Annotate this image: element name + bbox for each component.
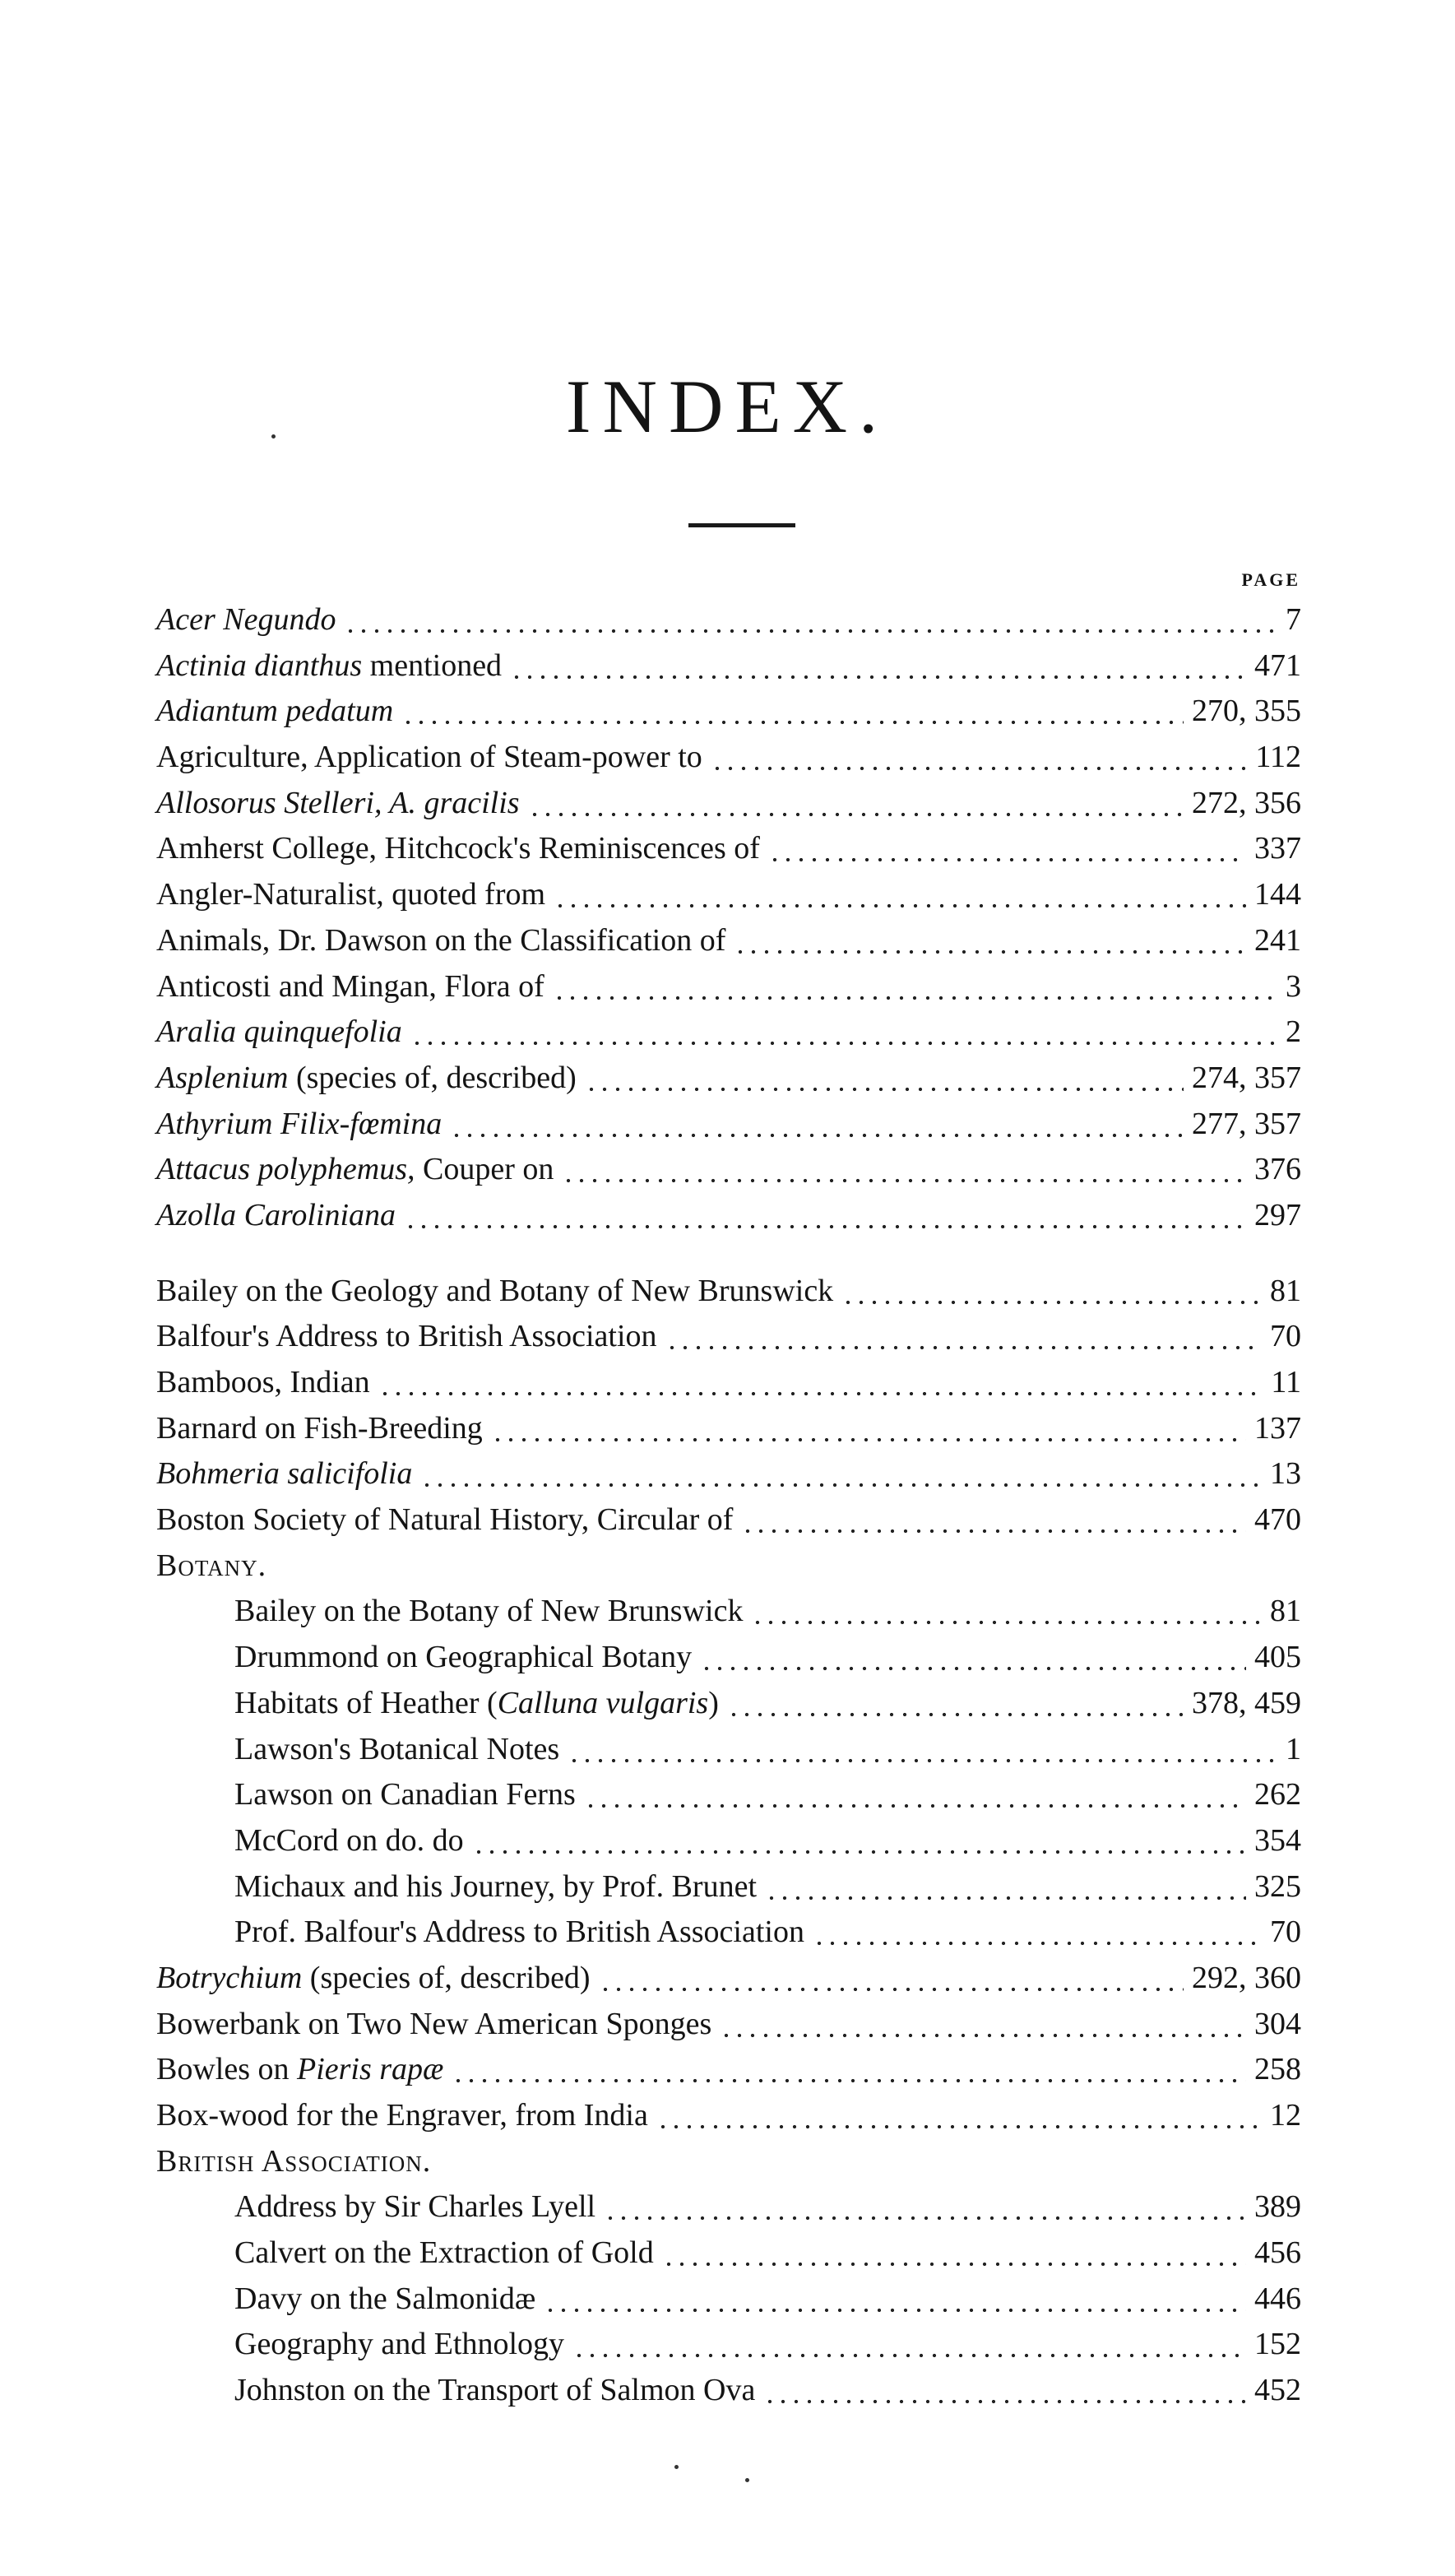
stray-mark (745, 2478, 749, 2482)
entry-text: Bohmeria salicifolia (156, 1456, 413, 1492)
dot-leader (768, 826, 1246, 872)
dot-leader (553, 964, 1277, 1010)
entry-label (234, 1681, 719, 1727)
dot-leader (734, 918, 1246, 964)
entry-page-number: 1 (1286, 1731, 1301, 1766)
dot-leader (344, 597, 1277, 643)
entry-label (234, 1589, 743, 1635)
index-entry (156, 2002, 1301, 2048)
entry-text: Prof. Balfour's Address to British Association (234, 1915, 804, 1950)
entry-page-number: 70 (1270, 1319, 1301, 1354)
index-entry (156, 1451, 1301, 1497)
entry-text: British Association. (156, 2143, 432, 2179)
dot-leader (700, 1635, 1246, 1681)
entry-text: Address by Sir Charles Lyell (234, 2189, 596, 2225)
entry-text: Bailey on the Geology and Botany of New Brunswick (156, 1273, 834, 1308)
entry-label (234, 1864, 757, 1910)
dot-leader (763, 2368, 1246, 2414)
dot-leader (450, 1102, 1184, 1148)
dot-leader (741, 1497, 1246, 1543)
entry-text: Athyrium Filix-fœmina (156, 1106, 443, 1141)
entry-text: Pieris rapæ (297, 2052, 444, 2087)
entry-page-number: 389 (1254, 2189, 1301, 2225)
entry-page-number: 471 (1254, 647, 1301, 683)
index-heading (156, 1543, 1301, 1590)
dot-leader (572, 2322, 1246, 2368)
entry-label (156, 1543, 266, 1590)
entry-text: Balfour's Address to British Association (156, 1319, 657, 1354)
entry-text: Couper on (415, 1152, 554, 1187)
dot-leader (404, 1193, 1246, 1239)
entry-label (234, 1772, 576, 1818)
index-entry (156, 1147, 1301, 1193)
dot-leader (720, 2002, 1246, 2048)
entry-page-number: 292, 360 (1192, 1960, 1301, 1995)
dot-leader (841, 1269, 1262, 1315)
entry-text: Actinia dianthus (156, 647, 363, 683)
index-entry (156, 872, 1301, 918)
entry-page-number: 456 (1254, 2235, 1301, 2271)
entry-text: Drummond on Geographical Botany (234, 1640, 693, 1675)
dot-leader (554, 872, 1246, 918)
entry-label (156, 2093, 648, 2139)
dot-leader (401, 689, 1184, 735)
index-subentry (156, 1864, 1301, 1910)
entry-page-number: 13 (1270, 1456, 1301, 1492)
entry-label (156, 1102, 442, 1148)
index-entry (156, 1102, 1301, 1148)
entry-page-number: 354 (1254, 1822, 1301, 1858)
entry-text: Boston Society of Natural History, Circular of (156, 1502, 734, 1538)
dot-leader (765, 1864, 1246, 1910)
entry-page-number: 272, 356 (1192, 785, 1301, 820)
entry-page-number: 270, 355 (1192, 694, 1301, 729)
entry-label (156, 1010, 402, 1056)
index-entry (156, 918, 1301, 964)
entry-text: Box-wood for the Engraver, from India (156, 2098, 648, 2133)
entry-text: Animals, Dr. Dawson on the Classification of (156, 922, 726, 958)
entry-label (156, 1406, 483, 1452)
index-entry (156, 1956, 1301, 2002)
entry-text: Azolla Caroliniana (156, 1197, 396, 1232)
entry-label (156, 1956, 591, 2002)
dot-leader (813, 1910, 1262, 1956)
entry-text: Aralia quinquefolia (156, 1014, 402, 1050)
dot-leader (491, 1406, 1246, 1452)
entry-text: Botany. (156, 1548, 267, 1583)
entry-page-number: 405 (1254, 1640, 1301, 1675)
entry-label (234, 2184, 595, 2230)
dot-leader (410, 1010, 1277, 1056)
entry-label (234, 1635, 692, 1681)
entry-label (156, 1269, 833, 1315)
entry-page-number: 3 (1286, 968, 1301, 1004)
entry-label (156, 689, 393, 735)
dot-leader (599, 1956, 1184, 2002)
entry-page-number: 376 (1254, 1152, 1301, 1187)
entry-label (156, 872, 545, 918)
entry-text: Asplenium (156, 1060, 289, 1095)
index-subentry (156, 1772, 1301, 1818)
entry-text: Adiantum pedatum (156, 694, 394, 729)
index-list (156, 597, 1301, 2414)
entry-label (234, 1727, 559, 1773)
entry-label (156, 918, 725, 964)
entry-label (234, 2230, 654, 2277)
entry-text: Angler-Naturalist, quoted from (156, 877, 546, 912)
index-entry (156, 597, 1301, 643)
entry-page-number: 297 (1254, 1197, 1301, 1232)
index-subentry (156, 2277, 1301, 2323)
entry-label (156, 1056, 577, 1102)
entry-text: Geography and Ethnology (234, 2327, 565, 2362)
entry-page-number: 241 (1254, 922, 1301, 958)
dot-leader (568, 1727, 1277, 1773)
entry-label (156, 1360, 370, 1406)
entry-page-number: 81 (1270, 1273, 1301, 1308)
index-entry (156, 781, 1301, 827)
entry-label (234, 2368, 755, 2414)
index-entry (156, 2047, 1301, 2093)
entry-text: Calluna vulgaris (497, 1685, 709, 1720)
index-entry (156, 1193, 1301, 1239)
index-subentry (156, 2184, 1301, 2230)
index-subentry (156, 1910, 1301, 1956)
entry-label (156, 643, 502, 689)
entry-label (156, 826, 760, 872)
entry-label (156, 964, 544, 1010)
entry-text: Allosorus Stelleri, A. gracilis (156, 785, 520, 820)
entry-label (156, 1314, 657, 1360)
entry-page-number: 337 (1254, 831, 1301, 866)
entry-text: McCord on do. do (234, 1822, 464, 1858)
index-entry (156, 1010, 1301, 1056)
index-subentry (156, 2230, 1301, 2277)
dot-leader (604, 2184, 1246, 2230)
entry-label (156, 2002, 711, 2048)
entry-text: Bailey on the Botany of New Brunswick (234, 1594, 744, 1629)
entry-text: mentioned (362, 647, 503, 683)
entry-label (156, 2047, 443, 2093)
entry-text: Lawson's Botanical Notes (234, 1731, 560, 1766)
entry-page-number: 446 (1254, 2281, 1301, 2316)
entry-label (156, 781, 520, 827)
dot-leader (510, 643, 1246, 689)
entry-text: Bowles on (156, 2052, 297, 2087)
entry-page-number: 452 (1254, 2373, 1301, 2408)
entry-page-number: 7 (1286, 602, 1301, 637)
entry-label (156, 1147, 554, 1193)
index-subentry (156, 2368, 1301, 2414)
dot-leader (656, 2093, 1262, 2139)
index-entry (156, 1360, 1301, 1406)
index-entry (156, 826, 1301, 872)
index-entry (156, 2093, 1301, 2139)
dot-leader (711, 735, 1248, 781)
page-column-label: PAGE (1241, 569, 1300, 590)
index-entry (156, 643, 1301, 689)
entry-text: Davy on the Salmonidæ (234, 2281, 536, 2316)
index-subentry (156, 1635, 1301, 1681)
index-subentry (156, 2322, 1301, 2368)
index-entry (156, 1269, 1301, 1315)
dot-leader (562, 1147, 1246, 1193)
entry-text: Attacus polyphemus, (156, 1152, 415, 1187)
dot-leader (585, 1056, 1184, 1102)
dot-leader (662, 2230, 1246, 2277)
entry-text: Anticosti and Mingan, Flora of (156, 968, 544, 1004)
title-rule (688, 523, 795, 527)
entry-page-number: 378, 459 (1192, 1685, 1301, 1720)
dot-leader (472, 1818, 1246, 1864)
index-entry (156, 735, 1301, 781)
index-subentry (156, 1818, 1301, 1864)
index-subentry (156, 1681, 1301, 1727)
dot-leader (727, 1681, 1184, 1727)
entry-text: Habitats of Heather ( (234, 1685, 498, 1720)
index-subentry (156, 1727, 1301, 1773)
entry-text: Bowerbank on Two New American Sponges (156, 2006, 712, 2041)
index-entry (156, 1406, 1301, 1452)
entry-label (156, 597, 336, 643)
entry-page-number: 470 (1254, 1502, 1301, 1538)
entry-label (156, 1451, 412, 1497)
entry-text: Botrychium (156, 1960, 303, 1995)
dot-leader (528, 781, 1184, 827)
dot-leader (452, 2047, 1246, 2093)
entry-label (234, 2277, 535, 2323)
entry-text: Johnston on the Transport of Salmon Ova (234, 2373, 756, 2408)
entry-text: Amherst College, Hitchcock's Reminiscences of (156, 831, 760, 866)
entry-page-number: 70 (1270, 1915, 1301, 1950)
entry-text: Lawson on Canadian Ferns (234, 1777, 576, 1812)
stray-mark (271, 434, 276, 439)
entry-page-number: 144 (1254, 877, 1301, 912)
dot-leader (544, 2277, 1246, 2323)
index-entry (156, 1056, 1301, 1102)
entry-text: Michaux and his Journey, by Prof. Brunet (234, 1868, 757, 1904)
index-entry (156, 689, 1301, 735)
entry-page-number: 11 (1271, 1365, 1301, 1399)
dot-leader (420, 1451, 1262, 1497)
entry-text: Calvert on the Extraction of Gold (234, 2235, 654, 2271)
entry-page-number: 112 (1255, 740, 1301, 775)
page-title: INDEX. (565, 364, 890, 448)
entry-label (156, 2139, 431, 2185)
dot-leader (378, 1360, 1263, 1406)
dot-leader (751, 1589, 1262, 1635)
entry-label (156, 735, 702, 781)
entry-page-number: 258 (1254, 2052, 1301, 2087)
entry-text: (species of, described) (302, 1960, 591, 1995)
index-entry (156, 1314, 1301, 1360)
entry-page-number: 325 (1254, 1868, 1301, 1904)
stray-mark (674, 2465, 679, 2469)
entry-label (234, 1818, 464, 1864)
entry-page-number: 304 (1254, 2006, 1301, 2041)
entry-label (234, 1910, 804, 1956)
index-entry (156, 964, 1301, 1010)
entry-page-number: 152 (1254, 2327, 1301, 2362)
entry-page-number: 262 (1254, 1777, 1301, 1812)
entry-text: Bamboos, Indian (156, 1365, 370, 1399)
index-subentry (156, 1589, 1301, 1635)
entry-text: Agriculture, Application of Steam-power to (156, 740, 702, 775)
index-entry (156, 1497, 1301, 1543)
entry-page-number: 81 (1270, 1594, 1301, 1629)
entry-text: (species of, described) (288, 1060, 577, 1095)
entry-text: Barnard on Fish-Breeding (156, 1410, 483, 1446)
entry-label (156, 1193, 396, 1239)
entry-page-number: 2 (1286, 1014, 1301, 1050)
entry-page-number: 12 (1270, 2098, 1301, 2133)
entry-label (156, 1497, 733, 1543)
entry-text: ) (708, 1685, 719, 1720)
entry-text: Acer Negundo (156, 602, 336, 637)
index-heading (156, 2139, 1301, 2185)
entry-label (234, 2322, 564, 2368)
dot-leader (665, 1314, 1262, 1360)
entry-page-number: 137 (1254, 1410, 1301, 1446)
entry-page-number: 274, 357 (1192, 1060, 1301, 1095)
entry-page-number: 277, 357 (1192, 1106, 1301, 1141)
dot-leader (584, 1772, 1246, 1818)
